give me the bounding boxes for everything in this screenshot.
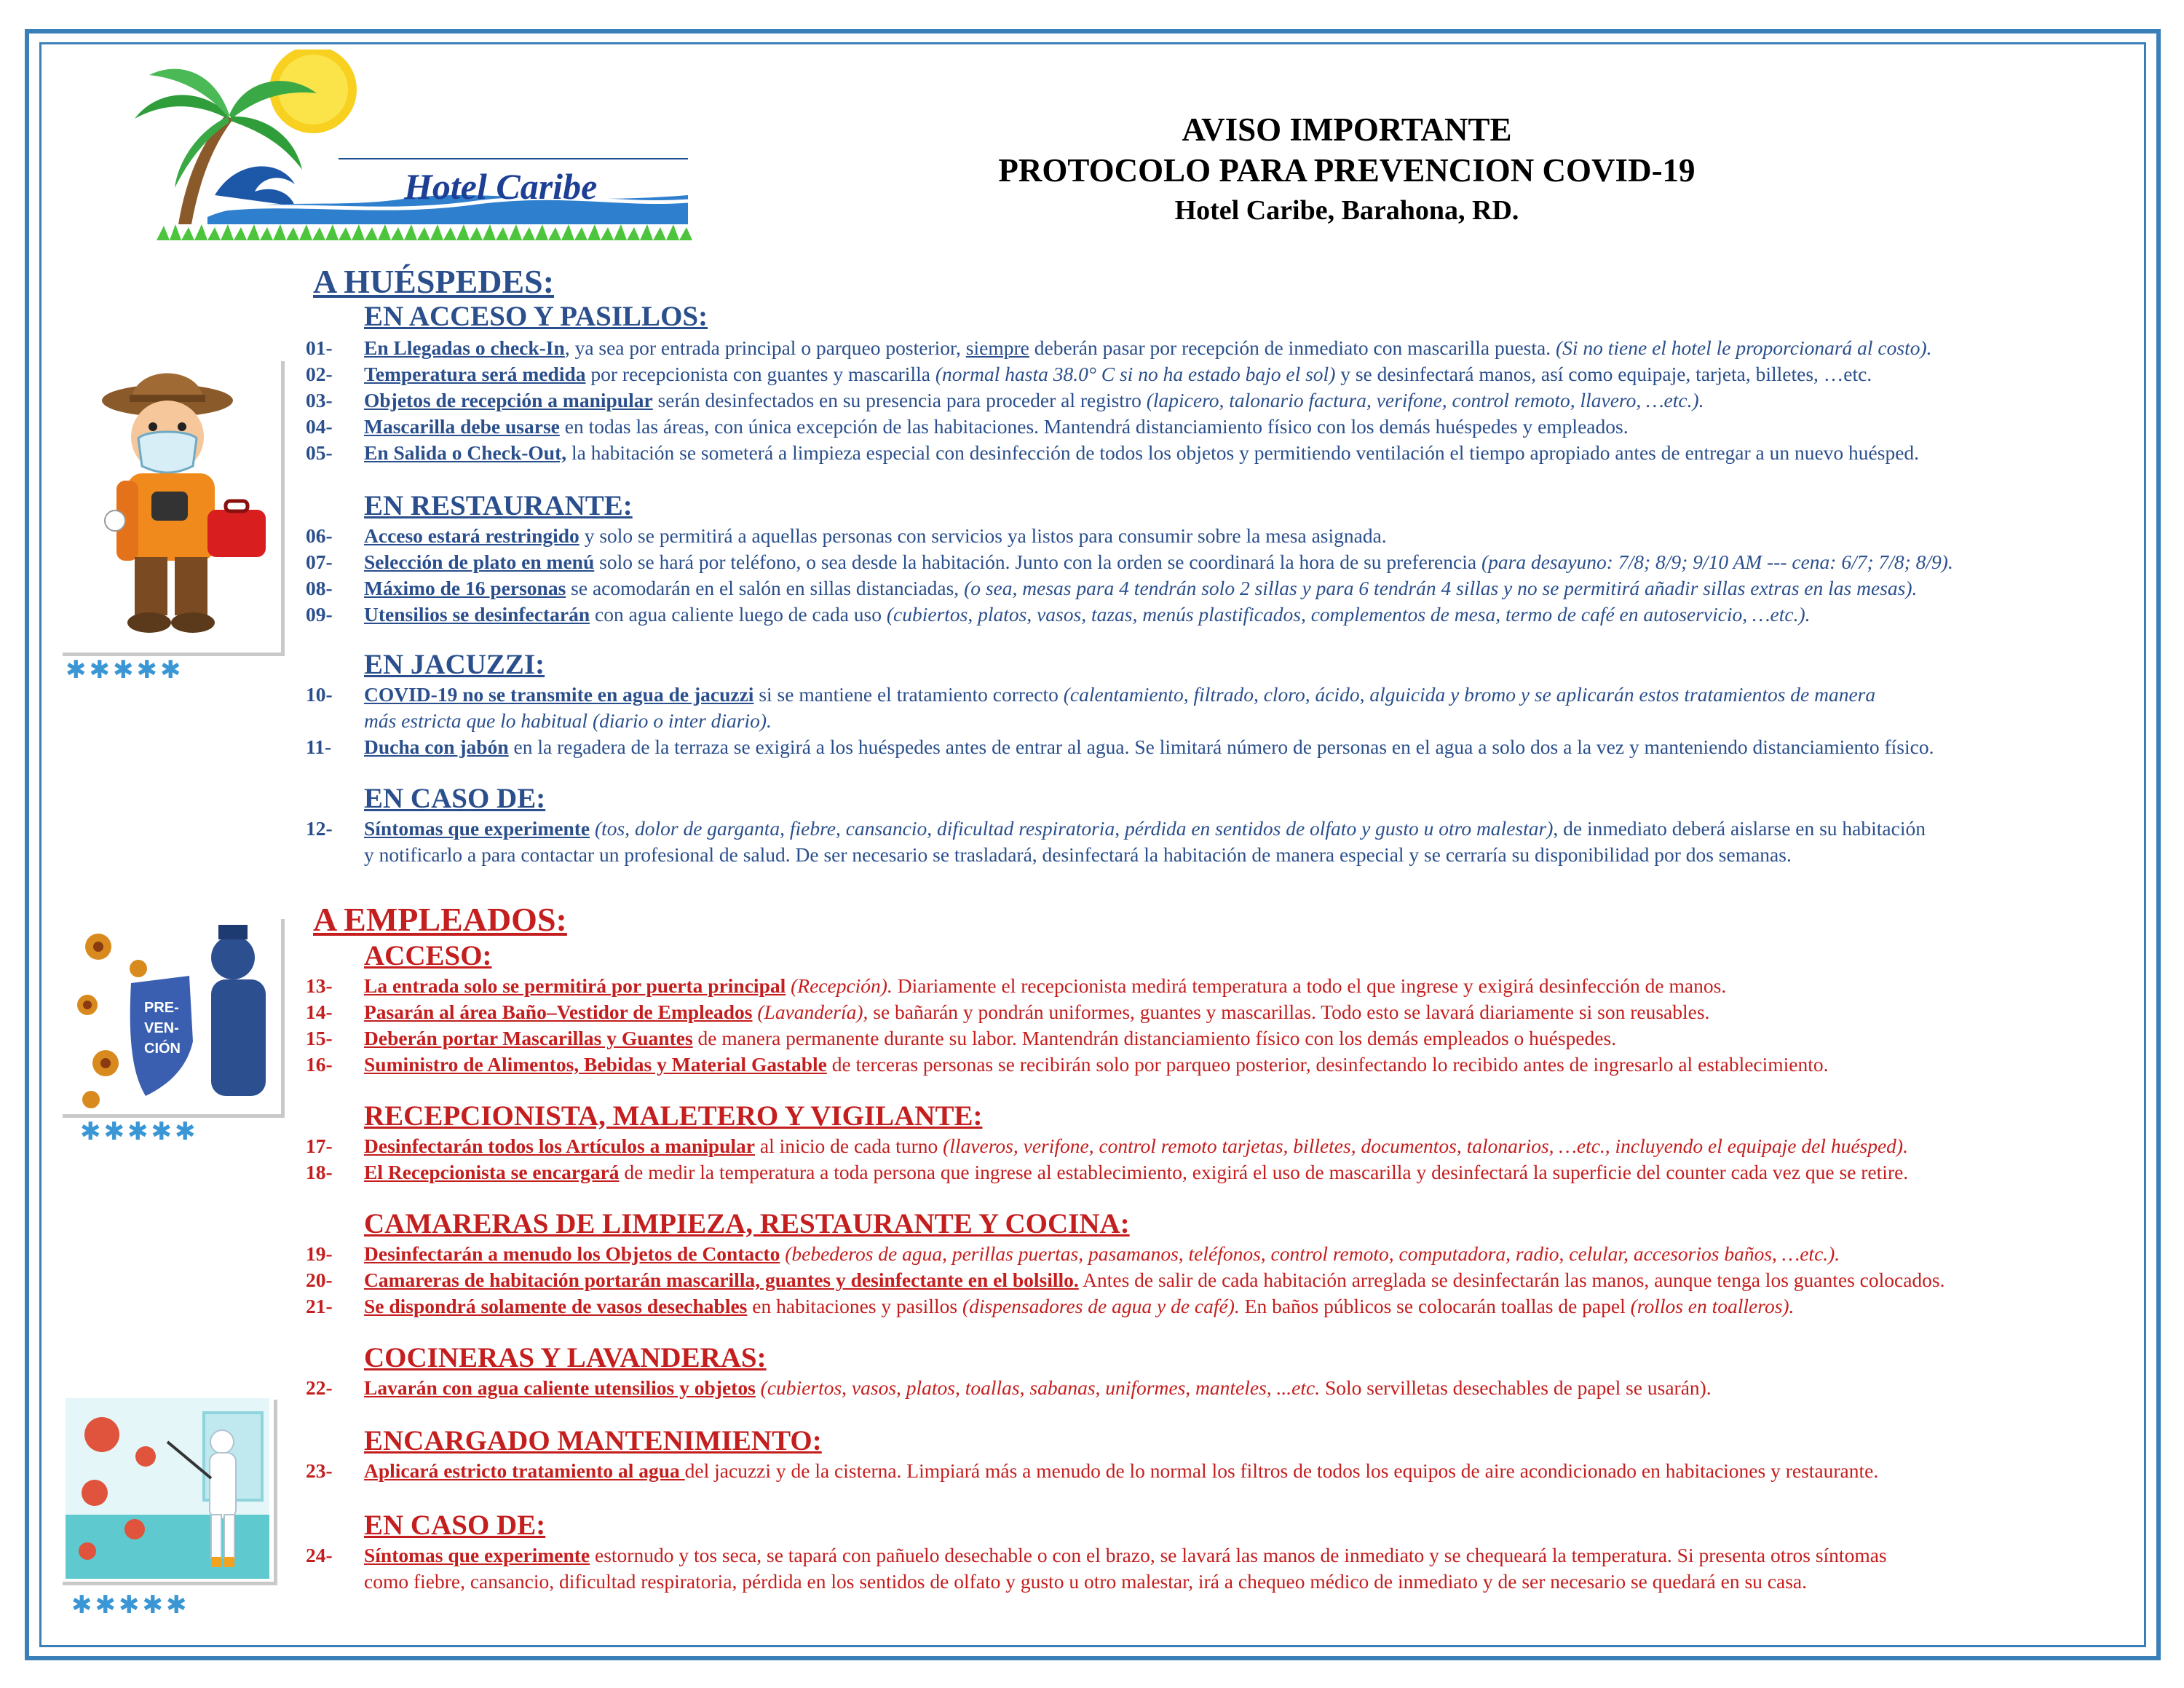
- svg-text:Hotel Caribe: Hotel Caribe: [404, 166, 598, 207]
- page-location: Hotel Caribe, Barahona, RD.: [1174, 195, 1519, 226]
- guests-heading: A HUÉSPEDES:: [313, 263, 555, 300]
- subheading-mantenimiento: ENCARGADO MANTENIMIENTO:: [364, 1425, 822, 1456]
- hotel-caribe-logo: [98, 50, 703, 246]
- svg-text:VEN-: VEN-: [144, 1020, 179, 1036]
- page-subtitle: PROTOCOLO PARA PREVENCION COVID-19: [998, 152, 1696, 189]
- svg-text:CIÓN: CIÓN: [144, 1041, 181, 1057]
- page-title: AVISO IMPORTANTE: [1182, 111, 1512, 148]
- header-titles: [837, 109, 1856, 230]
- subheading-camareras: CAMARERAS DE LIMPIEZA, RESTAURANTE Y COCINA:: [364, 1208, 1130, 1239]
- subheading-acceso-pasillos: EN ACCESO Y PASILLOS:: [364, 301, 708, 332]
- subheading-en-caso: EN CASO DE:: [364, 1510, 546, 1541]
- disinfection-worker-illustration: [66, 1398, 269, 1579]
- subheading-acceso: ACCESO:: [364, 940, 492, 971]
- subheading-restaurante: EN RESTAURANTE:: [364, 490, 633, 521]
- subheading-cocineras: COCINERAS Y LAVANDERAS:: [364, 1342, 767, 1373]
- prevention-shield-illustration: [66, 918, 277, 1111]
- decorative-stars: ✱✱✱✱✱: [71, 1592, 190, 1619]
- svg-text:PRE-: PRE-: [144, 1000, 179, 1016]
- subheading-recepcionista: RECEPCIONISTA, MALETERO Y VIGILANTE:: [364, 1100, 983, 1132]
- decorative-stars: ✱✱✱✱✱: [80, 1119, 199, 1145]
- decorative-stars: ✱✱✱✱✱: [66, 657, 184, 684]
- subheading-en-caso: EN CASO DE:: [364, 783, 546, 814]
- subheading-jacuzzi: EN JACUZZI:: [364, 649, 545, 680]
- staff-heading: A EMPLEADOS:: [313, 901, 567, 938]
- masked-traveler-illustration: [66, 357, 277, 648]
